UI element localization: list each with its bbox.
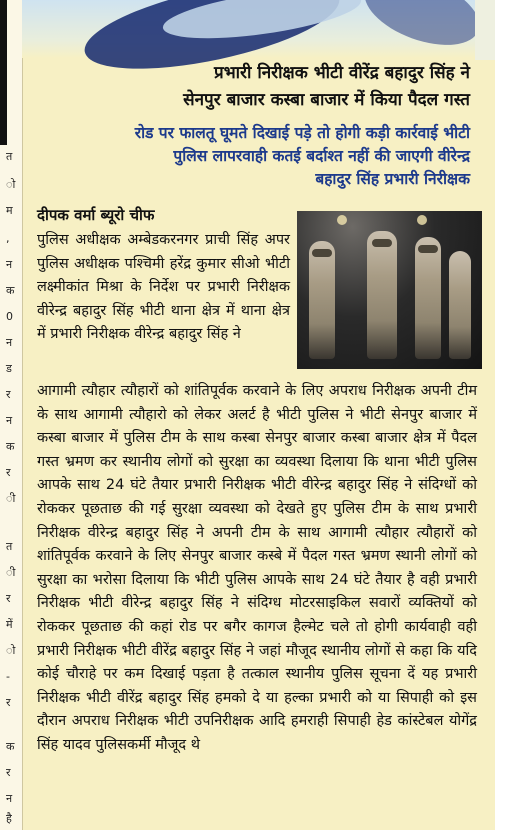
decorative-swoosh bbox=[355, 0, 488, 59]
police-cap bbox=[312, 249, 332, 257]
fragment-text: र bbox=[6, 592, 11, 605]
fragment-text: न bbox=[6, 336, 13, 349]
police-officer-figure bbox=[415, 237, 441, 359]
fragment-text: ी bbox=[6, 492, 16, 505]
fragment-text: में bbox=[6, 618, 13, 631]
fragment-text: म bbox=[6, 204, 13, 217]
article-paragraph: आगामी त्यौहार त्यौहारों को शांतिपूर्वक करवाने के लिए अपराध निरीक्षक अपनी टीम के साथ आगामी त्यौहारो को लेकर अलर्ट है भीटी पुलिस ने भीटी सेनपुर बाजार में कस्बा बाजार में पुलिस टीम के साथ कस्बा सेनपुर बाजार कस्बा बाजार क्षेत्र में पैदल गस्त भ्रमण कर स्थानीय लोगों को सुरक्षा का व्यवस्था दिलाया कि थाना भीटी पुलिस आपके साथ 24 घंटे तैयार प्रभारी निरीक्षक भीटी वीरेन्द्र बहादुर सिंह ने संदिग्धों को रोककर पूछताछ की गई सुरक्षा व्यवस्था को देखते हुए पुलिस टीम के साथ प्रभारी निरीक्षक वीरेन्द्र बहादुर सिंह ने अपनी टीम के साथ आगामी त्यौहार त्यौहारों को शांतिपूर्वक करवाने के लिए सेनपुर बाजार कस्बे में पैदल गस्त भ्रमण स्थानी लोगों को सुरक्षा का भरोसा दिलाया कि भीटी पुलिस आपके साथ 24 घंटे तैयार है वही प्रभारी निरीक्षक भीटी वीरेन्द्र बहादुर सिंह ने संदिग्ध मोटरसाइकिल सवारों व्यक्तियों को रोककर पूछताछ की कहां रोड पर बगैर कागज हैल्मेट चले तो होगी कार्यवाही वही प्रभारी निरीक्षक भीटी वीरेंद्र बहादुर सिंह ने जहां मौजूद स्थानीय लोगों से कहा कि यदि कोई चौराहे पर कम दिखाई पड़ता है तत्काल स्थानीय पुलिस सूचना दें यह प्रभारी निरीक्षक भीटी वीरेंद्र बहादुर सिंह हमको दे या हल्का प्रभारी को या सिपाही को इस दौरान अपराध निरीक्षक भीटी उपनिरीक्षक आदि हमराही सिपाही हेड कांस्टेबल योगेंद्र सिंह यादव पुलिसकर्मी मौजूद थे bbox=[37, 383, 477, 753]
fragment-text: न bbox=[6, 258, 13, 271]
byline: दीपक वर्मा ब्यूरो चीफ bbox=[37, 206, 155, 224]
article-subheadline bbox=[30, 122, 470, 191]
news-photo bbox=[297, 211, 482, 369]
adjacent-column-strip bbox=[0, 0, 23, 830]
article-headline bbox=[30, 60, 470, 114]
fragment-text: त bbox=[6, 540, 13, 553]
street-light bbox=[337, 215, 347, 225]
fragment-text: क bbox=[6, 284, 15, 297]
fragment-text: है bbox=[6, 812, 12, 825]
fragment-text: क bbox=[6, 440, 15, 453]
subhead-line: रोड पर फालतू घूमते दिखाई पड़े तो होगी कड़ी कार्रवाई भीटी bbox=[134, 124, 470, 142]
page-margin bbox=[495, 0, 505, 830]
headline-line: प्रभारी निरीक्षक भीटी वीरेंद्र बहादुर सिंह ने bbox=[214, 63, 470, 83]
police-cap bbox=[418, 245, 438, 253]
fragment-text: र bbox=[6, 766, 11, 779]
fragment-text: र bbox=[6, 388, 11, 401]
police-cap bbox=[372, 239, 392, 247]
fragment-text: 0 bbox=[6, 310, 13, 323]
fragment-text: ी bbox=[6, 566, 16, 579]
header-decoration bbox=[22, 0, 505, 58]
column-rule bbox=[0, 0, 7, 145]
police-officer-figure bbox=[367, 231, 397, 359]
police-officer-figure bbox=[309, 241, 335, 359]
fragment-text: ड bbox=[6, 362, 12, 375]
fragment-text: ो bbox=[6, 644, 16, 657]
police-officer-figure bbox=[449, 251, 471, 359]
fragment-text: न bbox=[6, 792, 13, 805]
fragment-text: - bbox=[6, 670, 10, 683]
article-paragraph: पुलिस अधीक्षक अम्बेडकरनगर प्राची सिंह अपर पुलिस अधीक्षक पश्चिमी हरेंद्र कुमार सीओ भीटी लक्ष्मीकांत मिश्रा के निर्देश पर प्रभारी निरीक्षक वीरेन्द्र बहादुर सिंह भीटी थाना क्षेत्र में थाना क्षेत्र में प्रभारी निरीक्षक वीरेन्द्र बहादुर सिंह ने bbox=[37, 232, 290, 343]
fragment-text: न bbox=[6, 414, 13, 427]
subhead-line: बहादुर सिंह प्रभारी निरीक्षक bbox=[315, 170, 470, 188]
subhead-line: पुलिस लापरवाही कतई बर्दाश्त नहीं की जाएगी वीरेन्द्र bbox=[173, 147, 470, 165]
street-light bbox=[417, 215, 427, 225]
fragment-text: त bbox=[6, 150, 13, 163]
fragment-text: र bbox=[6, 696, 11, 709]
headline-line: सेनपुर बाजार कस्बा बाजार में किया पैदल गस्त bbox=[183, 90, 470, 110]
fragment-text: , bbox=[6, 232, 10, 245]
fragment-text: क bbox=[6, 740, 15, 753]
fragment-text: र bbox=[6, 466, 11, 479]
fragment-text: ो bbox=[6, 178, 16, 191]
